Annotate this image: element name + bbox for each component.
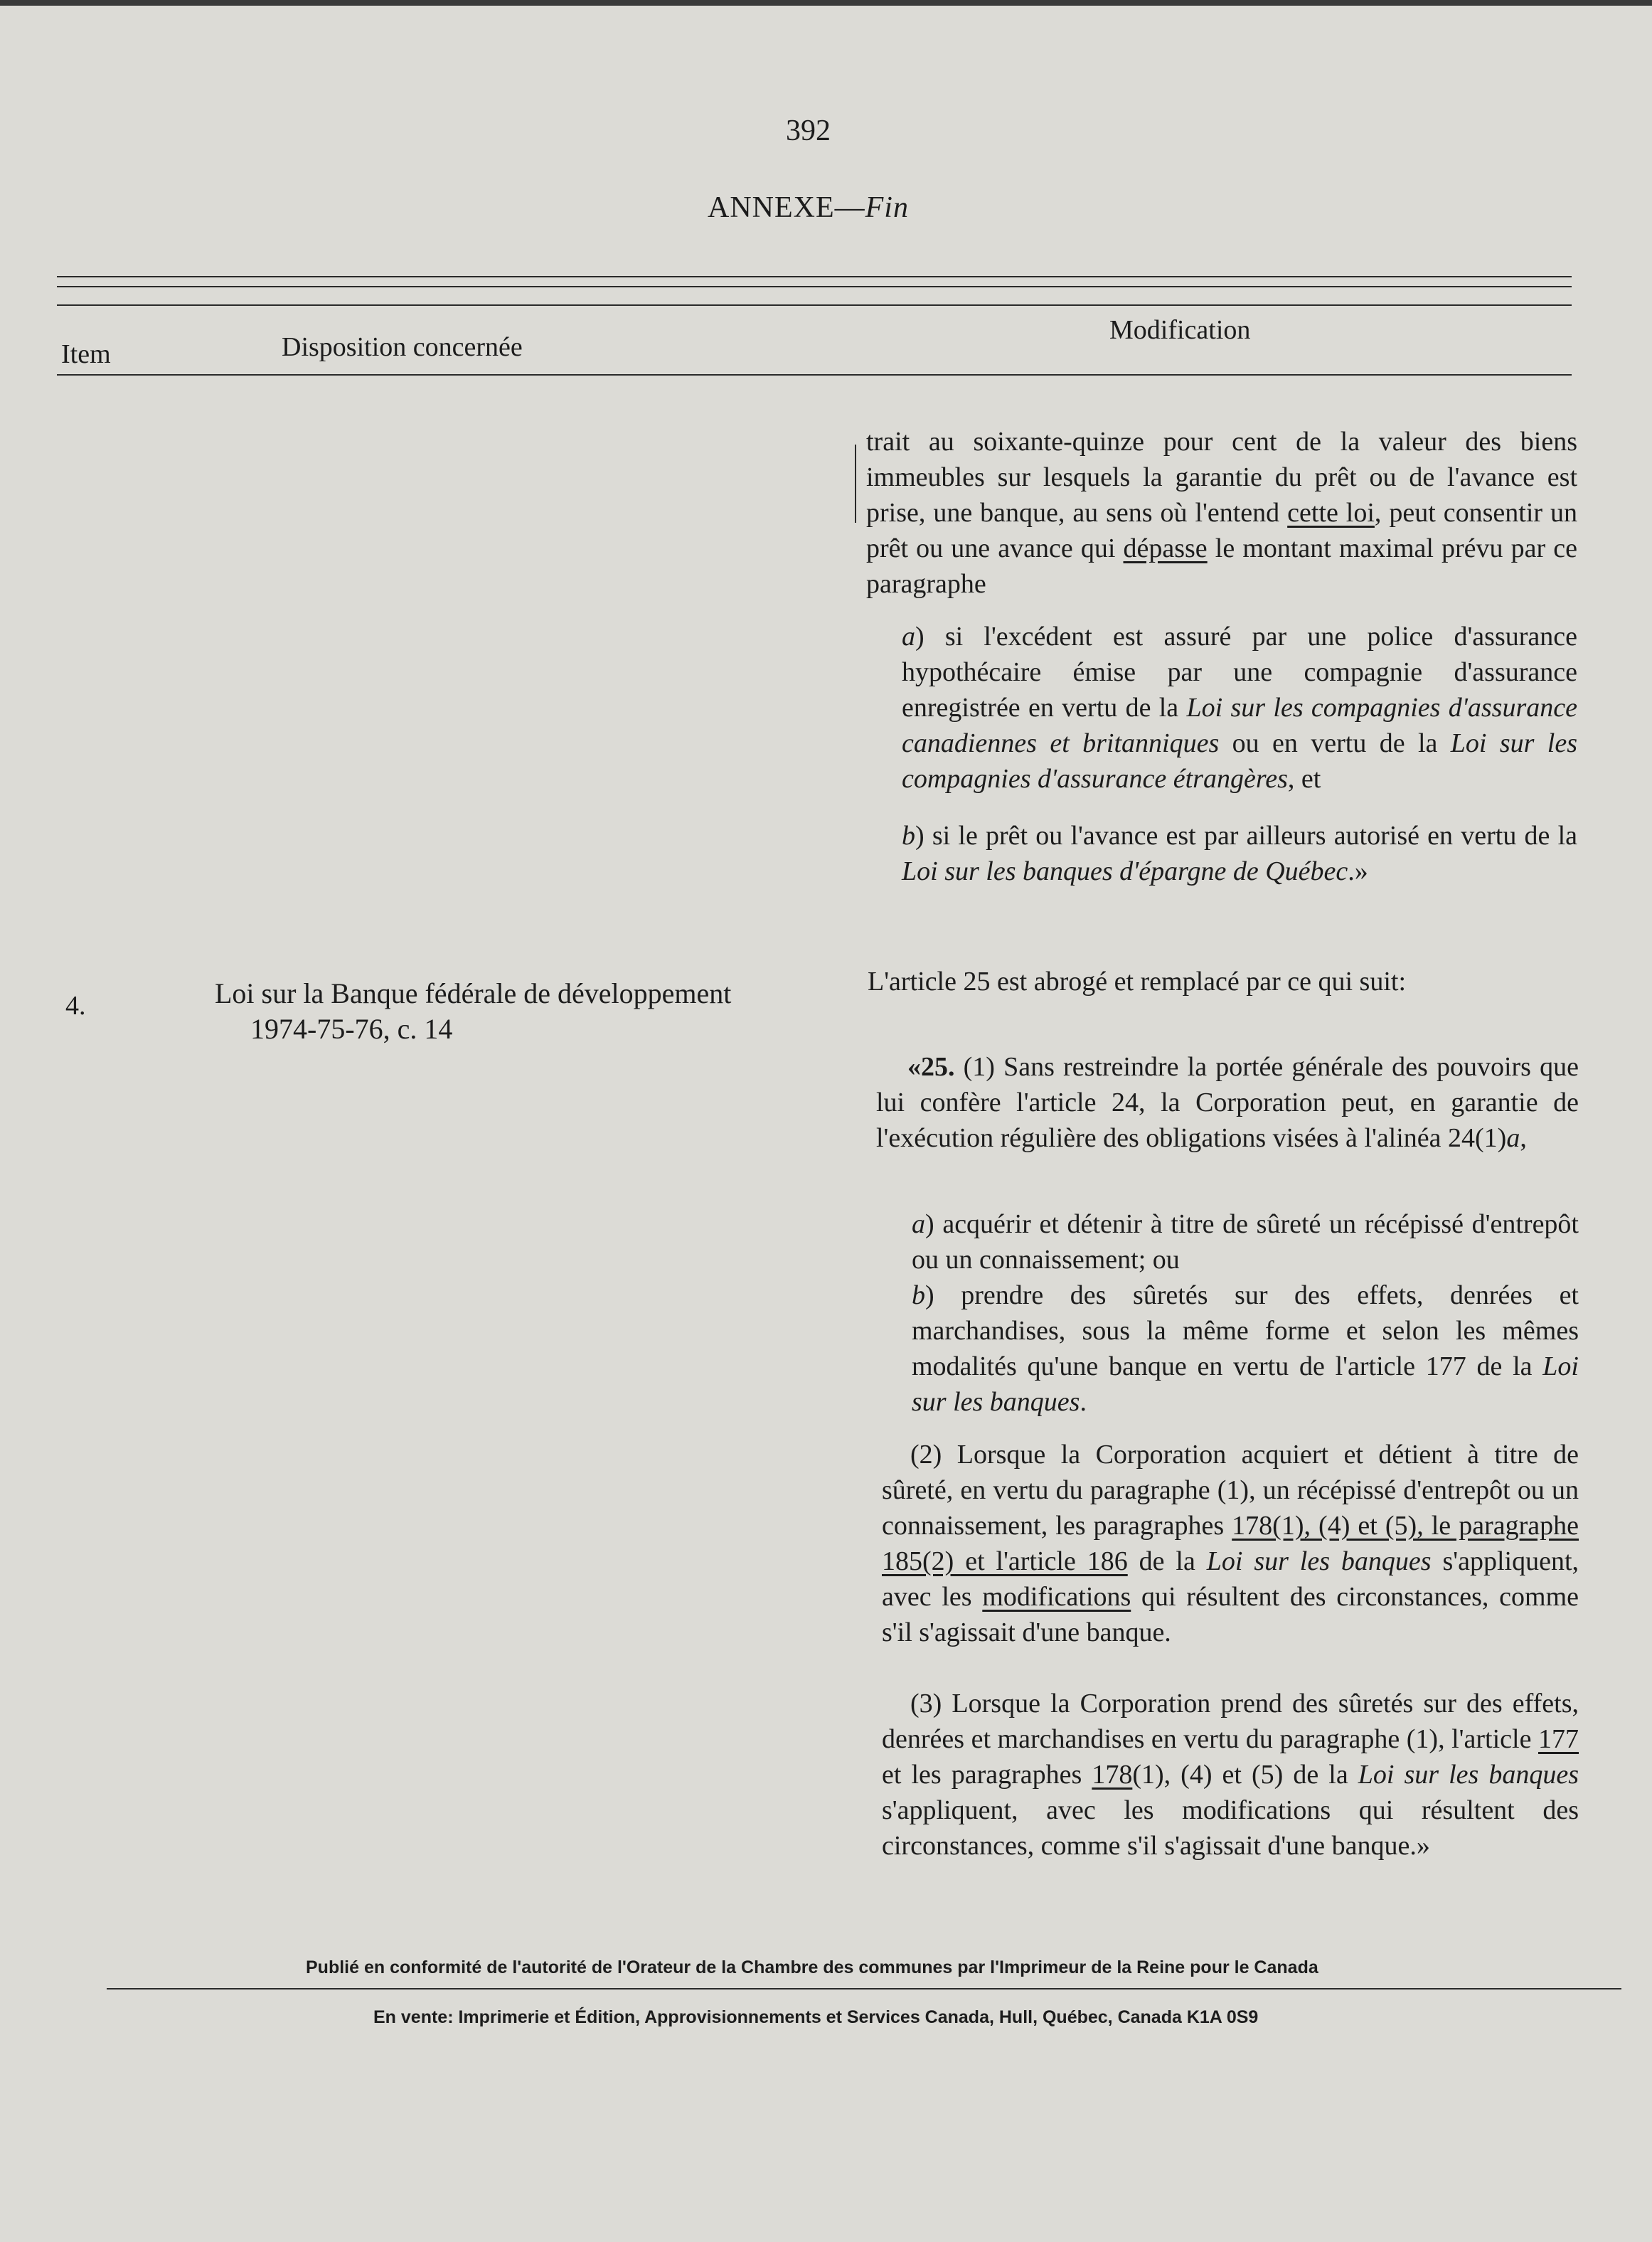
item-number: 4. bbox=[65, 991, 86, 1021]
section-25-1: «25. (1) Sans restreindre la portée générale des pouvoirs que lui confère l'article 24, la Corporation peut, en garantie de l'exécution régulière des obligations visées à l'alinéa 24(1)a, bbox=[876, 1052, 1579, 1153]
column-header-disposition: Disposition concernée bbox=[282, 332, 523, 362]
section-25-1-a: a) acquérir et détenir à titre de sûreté un récépissé d'entrepôt ou un connaissement; ou bbox=[912, 1209, 1579, 1275]
clause-a: a) si l'excédent est assuré par une police d'assurance hypothécaire émise par une compagnie d'assurance enregistrée en vertu de la Loi sur les compagnies d'assurance canadiennes et britanniques ou en vertu de la Loi sur les compagnies d'assurance étrangères, et bbox=[902, 622, 1578, 794]
item-disposition bbox=[215, 976, 731, 1047]
column-header-modification: Modification bbox=[1109, 315, 1251, 345]
section-25-2: (2) Lorsque la Corporation acquiert et détient à titre de sûreté, en vertu du paragraphe (1), un récépissé d'entrepôt ou un connaissement, les paragraphes 178(1), (4) et (5), le paragraphe 185(2) et l'article 186 de la Loi sur les banques s'appliquent, avec les modifications qui résultent des circonstances, comme s'il s'agissait d'une banque. bbox=[882, 1440, 1579, 1647]
scan-top-edge bbox=[0, 0, 1652, 6]
page-heading-italic: Fin bbox=[865, 191, 909, 224]
modification-intro: L'article 25 est abrogé et remplacé par ce qui suit: bbox=[868, 967, 1407, 997]
change-bar bbox=[855, 445, 856, 523]
page-heading bbox=[708, 191, 909, 225]
header-rule-bottom bbox=[57, 374, 1572, 376]
page-heading-main: ANNEXE— bbox=[708, 191, 865, 224]
header-rule-second bbox=[57, 304, 1572, 306]
law-title: Loi sur la Banque fédérale de développement bbox=[215, 977, 732, 1009]
column-header-item: Item bbox=[61, 339, 111, 369]
page-number: 392 bbox=[786, 115, 831, 147]
section-25-3: (3) Lorsque la Corporation prend des sûretés sur des effets, denrées et marchandises en vertu du paragraphe (1), l'article 177 et les paragraphes 178(1), (4) et (5) de la Loi sur les banques s'appliquent, avec les modifications qui résultent des circonstances, comme s'il s'agissait d'une banque.» bbox=[882, 1689, 1579, 1861]
footer-sale-notice: En vente: Imprimerie et Édition, Approvisionnements et Services Canada, Hull, Québec, Canada K1A 0S9 bbox=[373, 2007, 1259, 2027]
footer-publication-notice: Publié en conformité de l'autorité de l'Orateur de la Chambre des communes par l'Imprimeur de la Reine pour le Canada bbox=[306, 1957, 1318, 1977]
section-25-1-b: b) prendre des sûretés sur des effets, denrées et marchandises, sous la même forme et selon les mêmes modalités qu'une banque en vertu de l'article 177 de la Loi sur les banques. bbox=[912, 1280, 1579, 1417]
continuation-paragraph: trait au soixante-quinze pour cent de la valeur des biens immeubles sur lesquels la garantie du prêt ou de l'avance est prise, une banque, au sens où l'entend cette loi, peut consentir un prêt ou une avance qui dépasse le montant maximal prévu par ce paragraphe bbox=[866, 427, 1578, 599]
footer-rule bbox=[107, 1988, 1621, 1989]
header-rule-top-2 bbox=[57, 286, 1572, 287]
law-citation: 1974-75-76, c. 14 bbox=[250, 1013, 453, 1045]
header-rule-top bbox=[57, 276, 1572, 277]
clause-b: b) si le prêt ou l'avance est par ailleurs autorisé en vertu de la Loi sur les banques d'épargne de Québec.» bbox=[902, 821, 1577, 886]
